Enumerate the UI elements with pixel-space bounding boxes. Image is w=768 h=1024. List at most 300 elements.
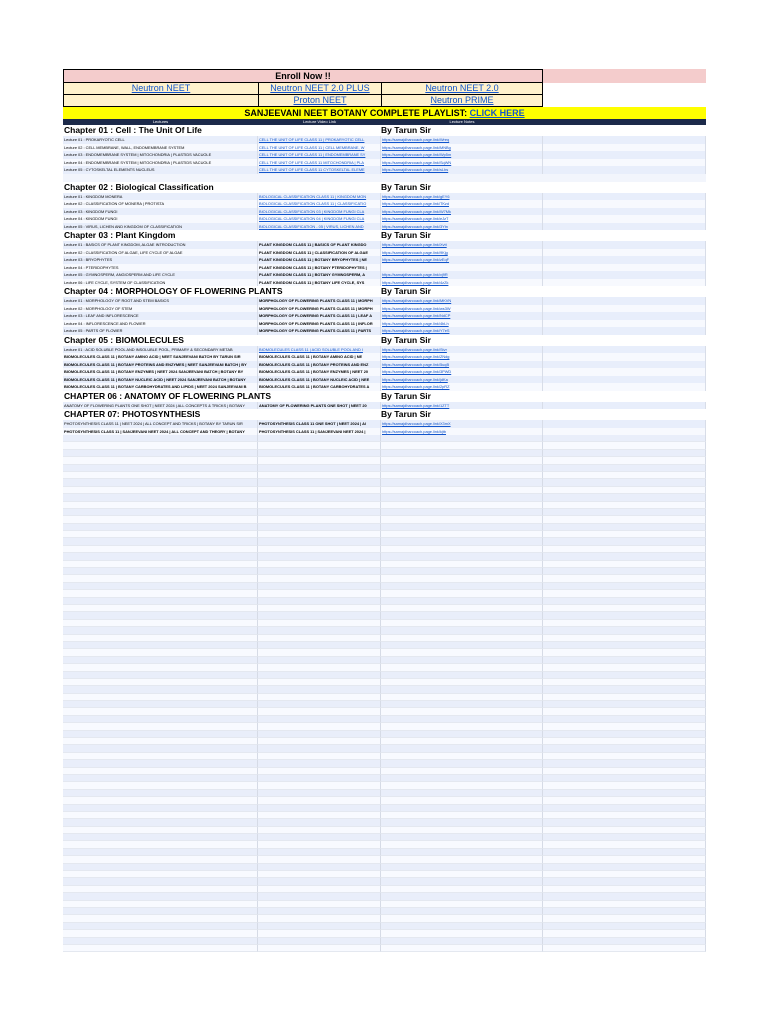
empty-grid-row [63,494,706,501]
lecture-notes-link[interactable]: https://samajdharcoach.page.link/ws3W [381,305,543,313]
empty-cell [258,524,381,531]
empty-cell [543,893,706,900]
lecture-row [63,144,706,152]
empty-cell [63,694,258,701]
lecture-video-link[interactable]: PLANT KINGDOM CLASS 11 | BOTANY PTERIDOPHYTES | [258,264,381,272]
chapter-header-row [63,125,706,136]
empty-cell [543,509,706,516]
empty-grid-row [63,442,706,449]
link-neutron-neet-2-plus[interactable]: Neutron NEET 2.0 PLUS [258,83,381,95]
empty-cell [258,657,381,664]
lecture-video-link[interactable]: BIOLOGICAL CLASSIFICATION 04 | KINGDOM FUNGI CLA [258,215,381,223]
empty-cell [381,620,543,627]
chapter-header-row [63,409,706,420]
empty-cell [543,701,706,708]
empty-cell [258,856,381,863]
empty-cell [258,509,381,516]
empty-cell [258,627,381,634]
lecture-notes-link[interactable]: https://samajdharcoach.page.link/Wp5m [381,151,543,159]
lecture-video-link[interactable]: BIOLOGICAL CLASSIFICATION CLASS 11 | CLASSIFICATIO [258,200,381,208]
lecture-video-link[interactable]: PLANT KINGDOM CLASS 11 | BOTANY LIFE CYCLE, SYS [258,279,381,287]
empty-cell [63,901,258,908]
lecture-row-filler [543,368,706,376]
empty-grid-row [63,694,706,701]
empty-cell [543,782,706,789]
empty-cell [543,575,706,582]
empty-cell [63,649,258,656]
empty-cell [258,598,381,605]
empty-cell [381,457,543,464]
empty-cell [381,930,543,937]
lecture-notes-link[interactable]: https://samajdharcoach.page.link/Xvtt [381,241,543,249]
lecture-notes-link[interactable]: https://samajdharcoach.page.link/MKVN [381,297,543,305]
lecture-video-link[interactable]: MORPHOLOGY OF FLOWERING PLANTS CLASS 11 | LEAF A [258,312,381,320]
lecture-name: Lecture 04 : ENDOMEMBRANE SYSTEM | MITOCHONDRIA | PLASTIDS VACUOLE [63,159,258,167]
lecture-video-link[interactable]: BIOLOGICAL CLASSIFICATION CLASS 11 | KINGDOM MON [258,193,381,201]
empty-cell [63,708,258,715]
lecture-notes-link[interactable]: https://samajdharcoach.page.link/MNBg [381,144,543,152]
empty-grid-row [63,738,706,745]
empty-cell [63,442,258,449]
empty-grid-row [63,841,706,848]
empty-cell [381,612,543,619]
empty-cell [543,538,706,545]
empty-cell [381,841,543,848]
empty-grid-row [63,531,706,538]
empty-grid-row [63,546,706,553]
empty-cell [258,930,381,937]
empty-cell [543,915,706,922]
lecture-name: Lecture 03 : LEAF AND INFLORESCENCE [63,312,258,320]
empty-grid-row [63,612,706,619]
lecture-video-link[interactable]: MORPHOLOGY OF FLOWERING PLANTS CLASS 11 | PARTS [258,327,381,335]
empty-cell [63,797,258,804]
empty-cell [63,841,258,848]
empty-cell [63,782,258,789]
empty-cell [543,524,706,531]
empty-cell [381,856,543,863]
empty-cell [63,738,258,745]
empty-cell [381,442,543,449]
lecture-video-link[interactable]: CELL THE UNIT OF LIFE CLASS 11 | PROKARYOTIC CELL [258,136,381,144]
lecture-video-link[interactable]: MORPHOLOGY OF FLOWERING PLANTS CLASS 11 | INFLOR [258,320,381,328]
chapter-row-filler [543,230,706,241]
lecture-video-link[interactable]: ANATOMY OF FLOWERING PLANTS ONE SHOT | NEET 20 [258,402,381,410]
lecture-video-link[interactable]: BIOMOLECULES CLASS 11 | BOTANY CARBOHYDRATES A [258,383,381,391]
lecture-video-link[interactable]: BIOMOLECULES CLASS 11 | BOTANY PROTEINS AND ENZ [258,361,381,369]
empty-cell [381,731,543,738]
lecture-name: Lecture 02 : CLASSIFICATION OF ALGAE, LIFE CYCLE OF ALGAE [63,249,258,257]
empty-cell [63,605,258,612]
lecture-notes-link[interactable]: https://samajdharcoach.page.link/3Ytn [381,223,543,231]
lecture-row [63,241,706,249]
empty-cell [543,723,706,730]
lecture-row-filler [543,215,706,223]
lecture-notes-link[interactable]: https://samajdharcoach.page.link/Stvr [381,346,543,354]
empty-grid-row [63,672,706,679]
empty-grid-row [63,782,706,789]
empty-cell [258,472,381,479]
lecture-row-filler [543,193,706,201]
empty-cell [543,775,706,782]
empty-grid-row [63,753,706,760]
empty-grid-row [63,930,706,937]
empty-grid-row [63,642,706,649]
empty-grid-row [63,790,706,797]
lecture-video-link[interactable]: PLANT KINGDOM CLASS 11 | CLASSIFICATION OF ALGAE [258,249,381,257]
playlist-click-here-link[interactable]: CLICK HERE [469,108,525,118]
lecture-notes-link[interactable]: https://samajdharcoach.page.link/9Kjg [381,249,543,257]
empty-cell [381,479,543,486]
lecture-row [63,249,706,257]
empty-grid-row [63,553,706,560]
empty-cell [543,531,706,538]
lecture-row-filler [543,312,706,320]
lecture-video-link[interactable]: PLANT KINGDOM CLASS 11 | BOTANY BRYOPHYTES | NE [258,256,381,264]
lecture-video-link[interactable]: CELL THE UNIT OF LIFE CLASS 11 MITOCHONDRIA | PLA [258,159,381,167]
lecture-notes-link[interactable]: https://samajdharcoach.page.link/Y7eS [381,327,543,335]
empty-cell [381,782,543,789]
empty-cell [63,531,258,538]
empty-grid-row [63,915,706,922]
lecture-name: Lecture 05 : PARTS OF FLOWER [63,327,258,335]
lecture-notes-link[interactable]: https://samajdharcoach.page.link/4bLh [381,320,543,328]
empty-cell [543,908,706,915]
lecture-row-filler [543,166,706,174]
empty-cell [543,627,706,634]
empty-cell [63,856,258,863]
chapter-author: By Tarun Sir [381,409,431,419]
empty-cell [381,701,543,708]
empty-cell [381,472,543,479]
lecture-row [63,223,706,231]
empty-cell [543,642,706,649]
links-row-2-empty [63,95,258,107]
empty-cell [63,827,258,834]
lecture-row [63,428,706,436]
empty-cell [63,679,258,686]
empty-cell [63,672,258,679]
empty-cell [258,827,381,834]
empty-cell [543,457,706,464]
empty-grid-row [63,524,706,531]
lecture-row [63,376,706,384]
chapter-header-row [63,335,706,346]
empty-grid-row [63,745,706,752]
empty-grid-row [63,627,706,634]
empty-cell [258,775,381,782]
empty-cell [381,893,543,900]
empty-grid-row [63,731,706,738]
empty-cell [258,945,381,952]
empty-cell [63,524,258,531]
lecture-row [63,320,706,328]
lecture-notes-link[interactable]: https://samajdharcoach.page.link/2pRZ [381,383,543,391]
chapter-author: By Tarun Sir [381,286,431,296]
lecture-notes-link[interactable]: https://samajdharcoach.page.link/zEqF [381,256,543,264]
chapter-row-filler [543,409,706,420]
empty-grid-row [63,635,706,642]
chapter-author: By Tarun Sir [381,181,431,192]
lecture-notes-link[interactable]: https://samajdharcoach.page.link/vj9R [381,271,543,279]
empty-grid-row [63,590,706,597]
empty-cell [63,635,258,642]
empty-cell [258,841,381,848]
empty-cell [381,531,543,538]
chapter-row-filler [543,125,706,136]
empty-grid-row [63,760,706,767]
lecture-video-link[interactable]: CELL THE UNIT OF LIFE CLASS 11 | ENDOMEMBRANE SY [258,151,381,159]
lecture-row [63,420,706,428]
empty-cell [543,731,706,738]
empty-cell [63,745,258,752]
empty-cell [63,768,258,775]
lecture-row [63,208,706,216]
lecture-row-filler [543,144,706,152]
chapter-title: Chapter 03 : Plant Kingdom [64,230,176,240]
empty-grid-row [63,812,706,819]
lecture-video-link[interactable]: PLANT KINGDOM CLASS 11 | BOTANY GYMNOSPERM, A [258,271,381,279]
empty-cell [381,509,543,516]
lecture-video-link[interactable]: CELL THE UNIT OF LIFE CLASS 11 | CELL MEMBRANE, W [258,144,381,152]
empty-cell [63,686,258,693]
empty-cell [543,635,706,642]
link-neutron-neet[interactable]: Neutron NEET [63,83,258,95]
empty-grid-row [63,864,706,871]
lecture-name: Lecture 01 : MORPHOLOGY OF ROOT AND STEM BASICS [63,297,258,305]
lecture-notes-link[interactable]: https://samajdharcoach.page.link/sLbs [381,166,543,174]
empty-cell [63,450,258,457]
empty-cell [381,878,543,885]
empty-cell [543,745,706,752]
empty-cell [381,553,543,560]
empty-cell [258,812,381,819]
links-row-filler [543,83,706,95]
empty-cell [63,546,258,553]
lecture-video-link[interactable]: MORPHOLOGY OF FLOWERING PLANTS CLASS 11 | MORPH [258,297,381,305]
empty-cell [258,583,381,590]
empty-grid-row [63,908,706,915]
lecture-notes-link[interactable]: https://samajdharcoach.page.link/X3mX [381,420,543,428]
empty-cell [258,901,381,908]
empty-grid-row [63,686,706,693]
empty-cell [381,775,543,782]
empty-cell [543,516,706,523]
lecture-notes-link[interactable]: https://samajdharcoach.page.link/1ZTT [381,402,543,410]
empty-grid-row [63,465,706,472]
enroll-row [63,69,706,83]
empty-cell [258,502,381,509]
empty-cell [543,827,706,834]
empty-cell [258,819,381,826]
empty-cell [543,679,706,686]
link-neutron-neet-2[interactable]: Neutron NEET 2.0 [381,83,543,95]
link-proton-neet[interactable]: Proton NEET [258,95,381,107]
empty-grid-row [63,568,706,575]
empty-grid-row [63,805,706,812]
lecture-row-filler [543,346,706,354]
empty-cell [381,819,543,826]
lecture-notes-link[interactable]: https://samajdharcoach.page.link/jdKa [381,376,543,384]
empty-cell [63,435,258,442]
empty-grid-row [63,583,706,590]
empty-cell [381,805,543,812]
empty-cell [381,583,543,590]
empty-cell [543,465,706,472]
lecture-notes-link[interactable] [381,264,543,272]
empty-cell [543,938,706,945]
empty-cell [381,516,543,523]
empty-cell [381,524,543,531]
lecture-row-filler [543,223,706,231]
col-header-lectures: Lectures [152,119,169,124]
empty-cell [381,708,543,715]
empty-cell [381,568,543,575]
empty-cell [258,590,381,597]
empty-cell [543,546,706,553]
lecture-notes-link[interactable]: https://samajdharcoach.page.link/NdCP [381,312,543,320]
empty-cell [381,738,543,745]
empty-cell [543,812,706,819]
empty-cell [543,657,706,664]
lecture-notes-link[interactable]: https://samajdharcoach.page.link/TKzd [381,200,543,208]
lecture-video-link[interactable]: BIOMOLECULES CLASS 11 | ACID SOLUBLE POOL AND I [258,346,381,354]
lecture-video-link[interactable]: MORPHOLOGY OF FLOWERING PLANTS CLASS 11 | MORPH [258,305,381,313]
lecture-video-link[interactable]: PHOTOSYNTHESIS CLASS 11 | SANJEEVANI NEET 2024 | [258,428,381,436]
empty-cell [258,760,381,767]
empty-cell [63,864,258,871]
lecture-video-link[interactable]: BIOMOLECULES CLASS 11 | BOTANY NUCLEIC ACID | NEE [258,376,381,384]
lecture-video-link[interactable]: BIOLOGICAL CLASSIFICATION 03 | KINGDOM FUNGI CLA [258,208,381,216]
chapter-header-row [63,230,706,241]
empty-cell [543,472,706,479]
empty-cell [543,768,706,775]
empty-cell [258,435,381,442]
lecture-row [63,297,706,305]
chapter-author: By Tarun Sir [381,334,431,345]
empty-cell [381,450,543,457]
enroll-now-banner[interactable]: Enroll Now !! [63,69,543,83]
lecture-notes-link[interactable]: https://samajdharcoach.page.link/5uqB [381,361,543,369]
playlist-row [63,107,706,119]
col-header-notes: Lecture Notes [449,119,475,124]
lecture-notes-link[interactable]: https://samajdharcoach.page.link/eJzT [381,215,543,223]
lecture-notes-link[interactable]: https://samajdharcoach.page.link/kjtb [381,428,543,436]
lecture-notes-link[interactable]: https://samajdharcoach.page.link/3PWD [381,368,543,376]
links-row-2-filler [543,95,706,107]
spreadsheet [63,69,706,952]
lecture-name: BIOMOLECULES CLASS 11 | BOTANY NUCLEIC ACID | NEET 2024 SANJEEVANI BATCH | BOTANY [63,376,258,384]
lecture-video-link[interactable]: PLANT KINGDOM CLASS 11 | BASICS OF PLANT KINGDO [258,241,381,249]
empty-cell [543,649,706,656]
empty-cell [381,664,543,671]
lecture-row [63,305,706,313]
lecture-notes-link[interactable]: https://samajdharcoach.page.link/gEY6 [381,193,543,201]
empty-cell [381,494,543,501]
empty-cell [543,708,706,715]
lecture-video-link[interactable]: BIOMOLECULES CLASS 11 | BOTANY AMINO ACID | NE [258,353,381,361]
empty-cell [63,583,258,590]
empty-grid-row [63,923,706,930]
empty-cell [63,731,258,738]
empty-cell [543,561,706,568]
lecture-video-link[interactable]: BIOMOLECULES CLASS 11 | BOTANY ENZYMES | NEET 20 [258,368,381,376]
lecture-row-filler [543,271,706,279]
empty-cell [381,435,543,442]
lecture-notes-link[interactable]: https://samajdharcoach.page.link/ZNdg [381,353,543,361]
lecture-notes-link[interactable]: https://samajdharcoach.page.link/4zZk [381,279,543,287]
empty-cell [381,849,543,856]
empty-cell [381,901,543,908]
empty-cell [543,856,706,863]
lecture-notes-link[interactable]: https://samajdharcoach.page.link/SqWN [381,159,543,167]
lecture-name: Lecture 01 : BASICS OF PLANT KINGDOM, ALGAE INTRODUCTION [63,241,258,249]
empty-grid-row [63,886,706,893]
empty-grid-row [63,605,706,612]
chapter-header-row [63,286,706,297]
empty-cell [258,790,381,797]
lecture-notes-link[interactable]: https://samajdharcoach.page.link/W7Mk [381,208,543,216]
lecture-video-link[interactable]: PHOTOSYNTHESIS CLASS 11 ONE SHOT | NEET 2024 | Al [258,420,381,428]
empty-cell [381,546,543,553]
lecture-row-filler [543,159,706,167]
empty-grid-row [63,797,706,804]
empty-cell [543,620,706,627]
empty-cell [63,590,258,597]
lecture-row [63,279,706,287]
playlist-banner [63,107,706,119]
lecture-video-link[interactable]: BIOLOGICAL CLASSIFICATION - 05 | VIRUS, LICHEN AND [258,223,381,231]
link-neutron-prime[interactable]: Neutron PRIME [381,95,543,107]
empty-cell [543,716,706,723]
empty-cell [63,657,258,664]
lecture-row [63,346,706,354]
lecture-row [63,353,706,361]
empty-cell [63,538,258,545]
empty-cell [63,494,258,501]
empty-cell [381,679,543,686]
empty-cell [258,753,381,760]
empty-cell [381,886,543,893]
empty-cell [543,494,706,501]
chapter-list [63,125,706,435]
lecture-row-filler [543,208,706,216]
empty-grid-row [63,775,706,782]
empty-cell [258,679,381,686]
empty-cell [258,516,381,523]
empty-cell [381,908,543,915]
lecture-notes-link[interactable]: https://samajdharcoach.page.link/Wreq [381,136,543,144]
empty-cell [63,502,258,509]
empty-cell [543,553,706,560]
empty-cell [63,886,258,893]
chapter-row-filler [543,182,706,193]
lecture-video-link[interactable]: CELL THE UNIT OF LIFE CLASS 11 CYTOSKELTAL ELEME [258,166,381,174]
spacer-row [63,174,706,182]
empty-cell [258,782,381,789]
chapter-row-filler [543,391,706,402]
lecture-name: Lecture 03 : KINGDOM FUNGI [63,208,258,216]
empty-cell [543,805,706,812]
chapter-title: CHAPTER 06 : ANATOMY OF FLOWERING PLANTS [64,390,271,401]
chapter-header-row [63,182,706,193]
empty-cell [381,575,543,582]
empty-cell [381,672,543,679]
empty-cell [258,531,381,538]
empty-cell [258,716,381,723]
empty-cell [63,805,258,812]
empty-grid-row [63,487,706,494]
